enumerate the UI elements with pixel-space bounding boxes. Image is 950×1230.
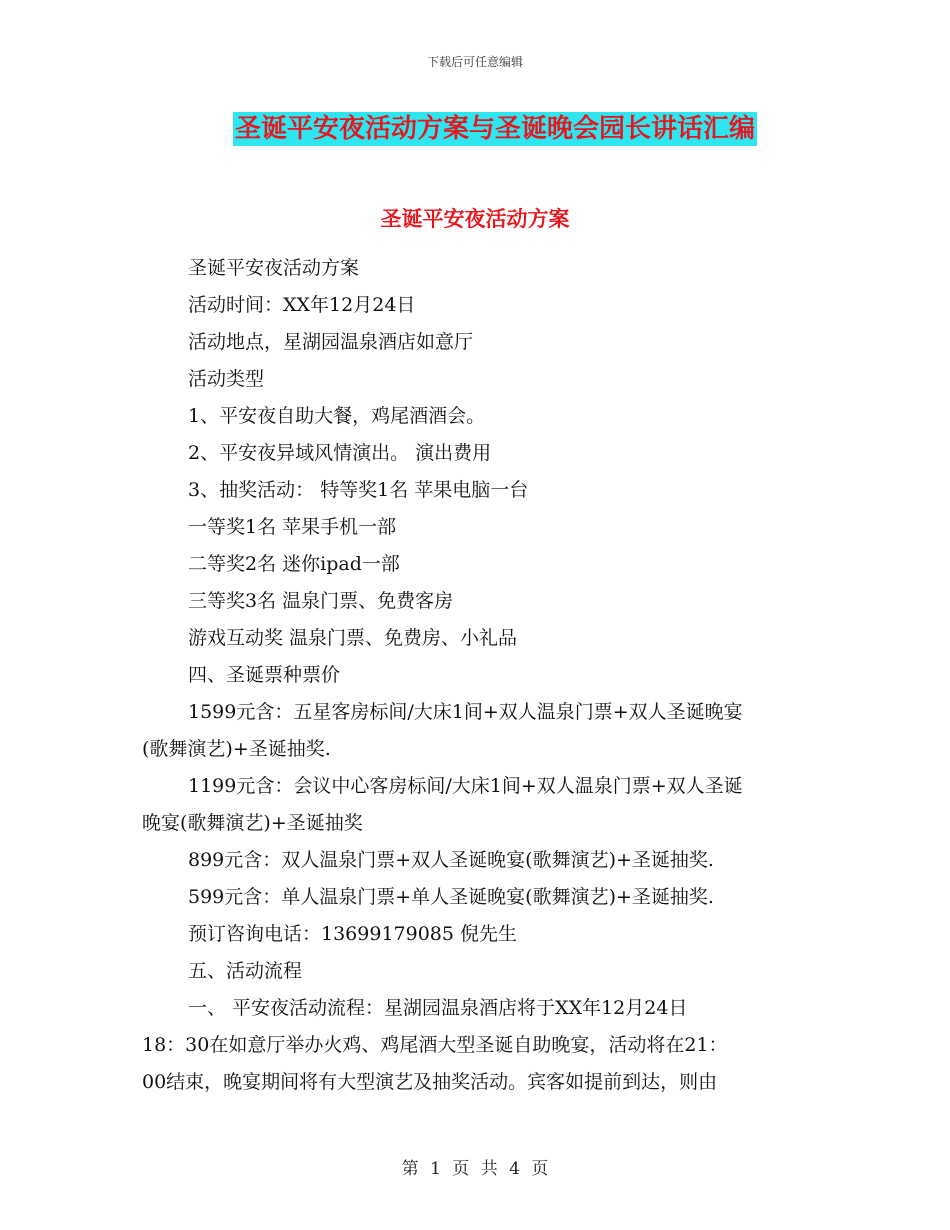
- body-line: 圣诞平安夜活动方案: [188, 257, 360, 279]
- body-line: 1599元含：五星客房标间/大床1间+双人温泉门票+双人圣诞晚宴: [188, 701, 743, 723]
- body-line: 18：30在如意厅举办火鸡、鸡尾酒大型圣诞自助晚宴，活动将在21：: [142, 1034, 728, 1056]
- body-line: 晚宴(歌舞演艺)+圣诞抽奖: [142, 812, 363, 834]
- page-footer: 第 1 页 共 4 页: [401, 1159, 549, 1179]
- body-line: 一等奖1名 苹果手机一部: [188, 516, 397, 538]
- body-line: 1199元含：会议中心客房标间/大床1间+双人温泉门票+双人圣诞: [188, 775, 743, 797]
- body-line: (歌舞演艺)+圣诞抽奖.: [142, 738, 331, 760]
- body-line: 活动地点，星湖园温泉酒店如意厅: [188, 331, 474, 353]
- body-line: 活动时间：XX年12月24日: [188, 294, 416, 316]
- body-line: 1、平安夜自助大餐，鸡尾酒酒会。: [188, 405, 486, 427]
- body-line: 899元含：双人温泉门票+双人圣诞晚宴(歌舞演艺)+圣诞抽奖.: [188, 849, 714, 871]
- header-note: 下载后可任意编辑: [426, 55, 523, 69]
- body-line: 五、活动流程: [188, 960, 303, 982]
- body-line: 599元含：单人温泉门票+单人圣诞晚宴(歌舞演艺)+圣诞抽奖.: [188, 886, 714, 908]
- body-line: 游戏互动奖 温泉门票、免费房、小礼品: [188, 627, 518, 649]
- body-line: 二等奖2名 迷你ipad一部: [188, 553, 400, 575]
- body-line: 预订咨询电话：13699179085 倪先生: [188, 923, 518, 945]
- section-title: 圣诞平安夜活动方案: [380, 206, 570, 231]
- body-line: 00结束，晚宴期间将有大型演艺及抽奖活动。宾客如提前到达，则由: [142, 1071, 718, 1093]
- body-line: 2、平安夜异域风情演出。 演出费用: [188, 442, 492, 464]
- body-line: 3、抽奖活动： 特等奖1名 苹果电脑一台: [188, 479, 529, 501]
- body-line: 四、圣诞票种票价: [188, 664, 341, 686]
- document-title: 圣诞平安夜活动方案与圣诞晚会园长讲话汇编: [235, 114, 756, 144]
- body-line: 三等奖3名 温泉门票、免费客房: [188, 590, 454, 612]
- body-line: 活动类型: [188, 368, 265, 390]
- document-body: [142, 250, 822, 1101]
- body-line: 一、 平安夜活动流程：星湖园温泉酒店将于XX年12月24日: [188, 997, 688, 1019]
